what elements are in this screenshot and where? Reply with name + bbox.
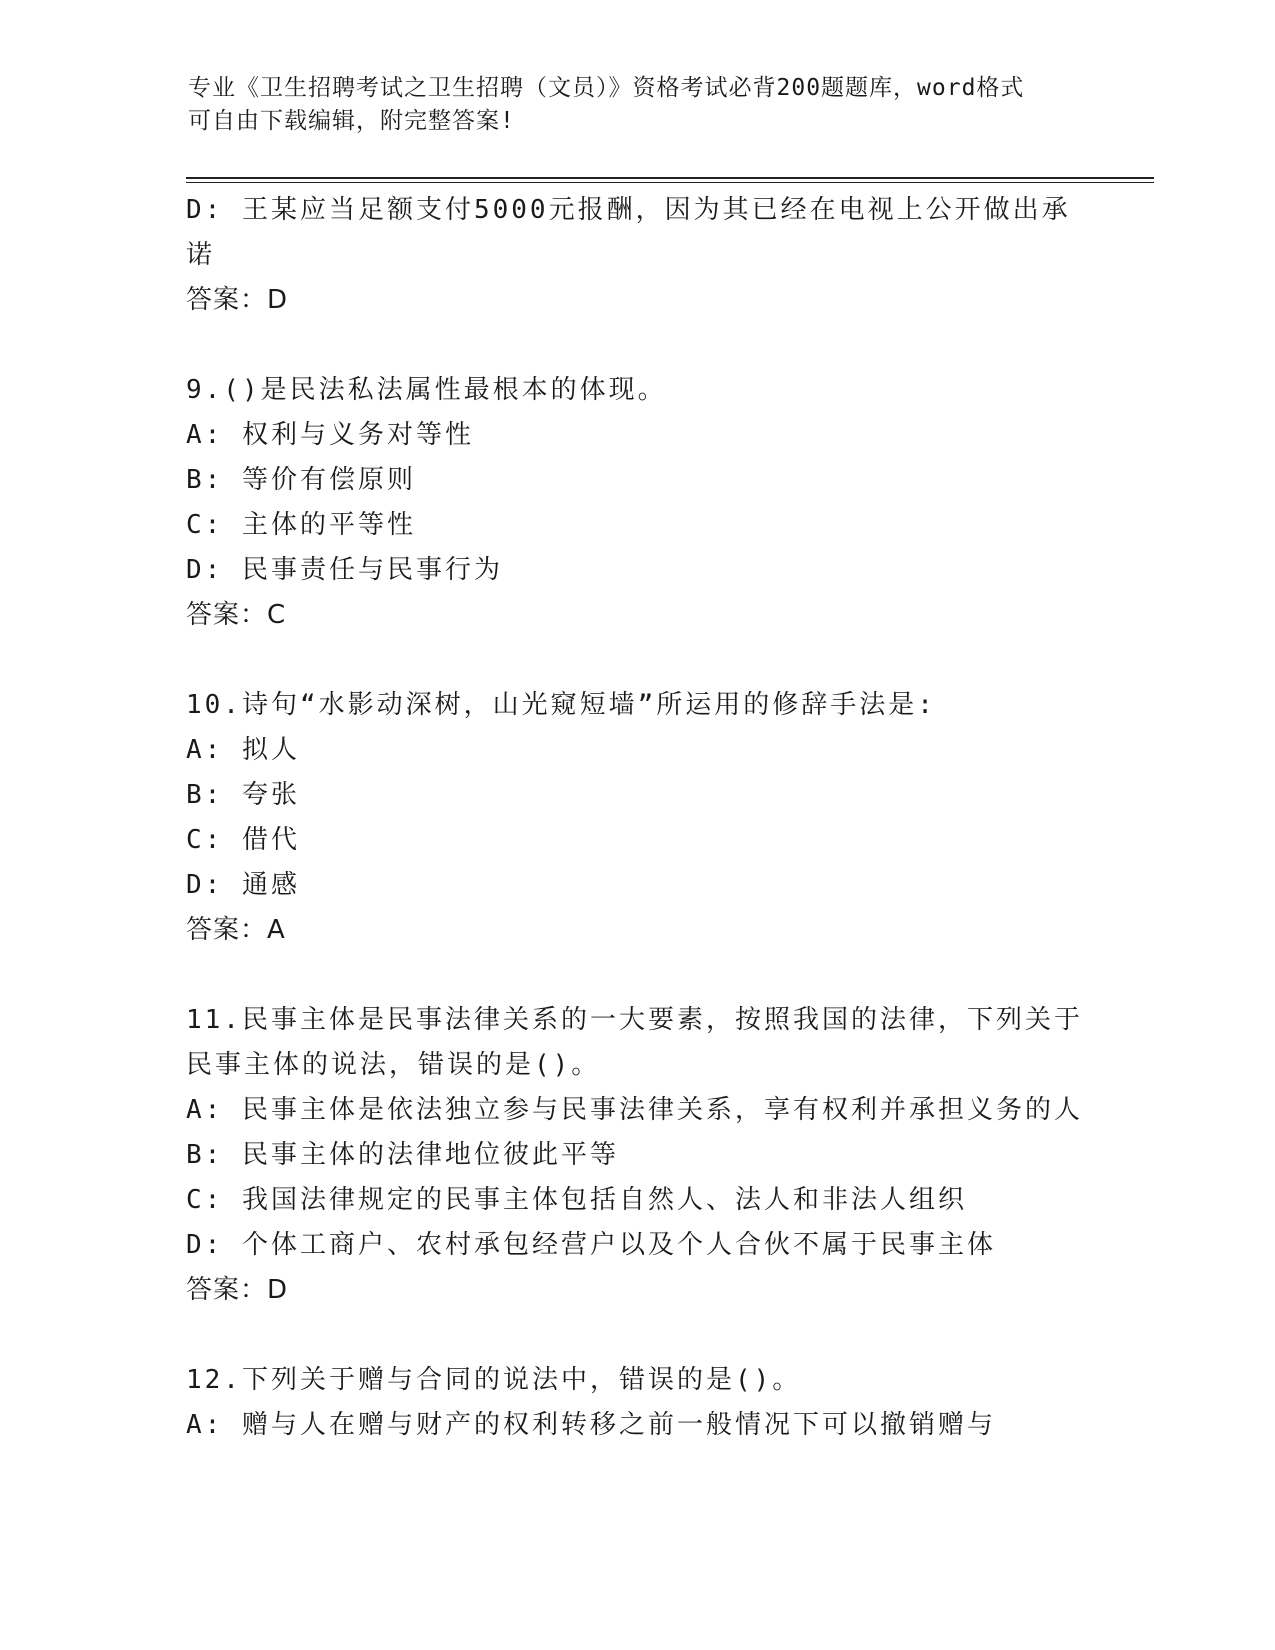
header-divider-thick <box>186 177 1154 179</box>
option-a: A: 权利与义务对等性 <box>186 420 474 450</box>
option-a: A: 赠与人在赠与财产的权利转移之前一般情况下可以撤销赠与 <box>186 1410 996 1440</box>
spacer <box>186 953 1086 998</box>
spacer <box>186 638 1086 683</box>
option-c: C: 我国法律规定的民事主体包括自然人、法人和非法人组织 <box>186 1185 967 1215</box>
option-d: D: 民事责任与民事行为 <box>186 555 503 585</box>
option-d: D: 王某应当足额支付5000元报酬，因为其已经在电视上公开做出承 <box>186 195 1071 225</box>
answer: 答案：D <box>186 285 289 315</box>
question-9 <box>186 368 1086 638</box>
question-11 <box>186 998 1086 1313</box>
header-title-line-1: 专业《卫生招聘考试之卫生招聘（文员）》资格考试必背200题题库，word格式 <box>188 75 1025 101</box>
question-10 <box>186 683 1086 953</box>
option-b: B: 民事主体的法律地位彼此平等 <box>186 1140 619 1170</box>
question-12 <box>186 1358 1086 1448</box>
option-a: A: 民事主体是依法独立参与民事法律关系，享有权利并承担义务的人 <box>186 1095 1083 1125</box>
option-b: B: 夸张 <box>186 780 300 810</box>
question-text: 12.下列关于赠与合同的说法中，错误的是()。 <box>186 1365 802 1395</box>
option-d-continued: 诺 <box>186 240 216 270</box>
question-text-continued: 民事主体的说法，错误的是()。 <box>186 1050 601 1080</box>
option-d: D: 通感 <box>186 870 300 900</box>
question-list <box>186 188 1086 1448</box>
question-text: 9.()是民法私法属性最根本的体现。 <box>186 375 667 405</box>
spacer <box>186 323 1086 368</box>
option-d: D: 个体工商户、农村承包经营户以及个人合伙不属于民事主体 <box>186 1230 996 1260</box>
answer: 答案：D <box>186 1275 289 1305</box>
question-8-tail <box>186 188 1086 323</box>
header-title-line-2: 可自由下载编辑，附完整答案! <box>188 108 515 134</box>
header-divider-thin <box>186 182 1154 183</box>
question-text: 10.诗句“水影动深树，山光窥短墙”所运用的修辞手法是: <box>186 690 936 720</box>
spacer <box>186 1313 1086 1358</box>
question-text: 11.民事主体是民事法律关系的一大要素，按照我国的法律，下列关于 <box>186 1005 1083 1035</box>
option-c: C: 借代 <box>186 825 300 855</box>
option-b: B: 等价有偿原则 <box>186 465 416 495</box>
document-header <box>188 72 1088 138</box>
option-c: C: 主体的平等性 <box>186 510 416 540</box>
option-a: A: 拟人 <box>186 735 300 765</box>
answer: 答案：A <box>186 915 286 945</box>
answer: 答案：C <box>186 600 287 630</box>
